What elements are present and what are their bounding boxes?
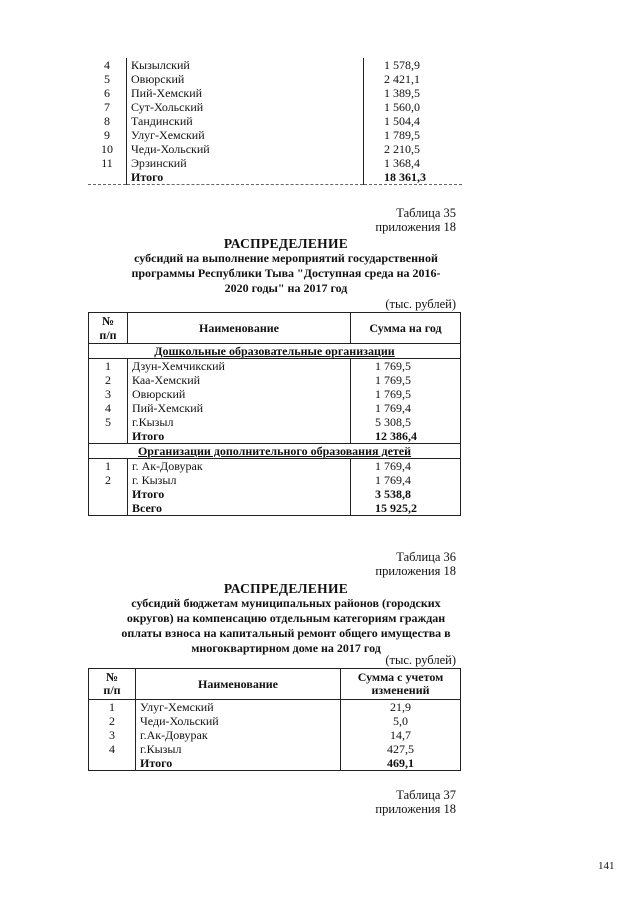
table-36-subtitle-4: многоквартирном доме на 2017 год — [191, 641, 381, 655]
row-number: 2 — [89, 473, 128, 487]
row-number: 10 — [88, 142, 127, 156]
row-number: 11 — [88, 156, 127, 170]
table-36-subtitle-2: округов) на компенсацию отдельным категориям граждан — [126, 611, 446, 625]
table-36-subtitle-3: оплаты взноса на капитальный ремонт общего имущества в — [121, 626, 451, 640]
total-number — [89, 756, 136, 771]
total-label: Итого — [128, 487, 351, 501]
header-number-symbol: № — [105, 670, 119, 684]
row-value: 1 504,4 — [384, 114, 420, 128]
table-35 — [88, 312, 461, 516]
total-row — [89, 756, 461, 771]
table-35-caption — [300, 206, 456, 234]
total-row — [88, 170, 462, 185]
table-37-caption — [300, 788, 456, 816]
row-value: 1 769,4 — [351, 401, 461, 415]
page-number: 141 — [598, 860, 615, 872]
table-35-number: Таблица 35 — [396, 206, 456, 220]
row-name: Каа-Хемский — [128, 373, 351, 387]
row-value: 1 578,9 — [384, 58, 420, 72]
row-number: 4 — [89, 401, 128, 415]
total-label: Итого — [127, 170, 364, 185]
row-name: Пий-Хемский — [127, 86, 364, 100]
total-number — [89, 501, 128, 516]
row-name: Улуг-Хемский — [136, 700, 341, 715]
section-additional-education — [89, 444, 461, 459]
table-row — [89, 714, 461, 728]
total-label: Всего — [128, 501, 351, 516]
table-36-caption — [300, 550, 456, 578]
table-row — [89, 742, 461, 756]
header-number-abbr: п/п — [103, 683, 121, 697]
header-sum: Сумма на год — [351, 313, 461, 344]
row-name: Сут-Хольский — [127, 100, 364, 114]
total-value: 3 538,8 — [351, 487, 461, 501]
table-35-subtitle-1: субсидий на выполнение мероприятий государственной — [134, 251, 438, 265]
row-name: Тандинский — [127, 114, 364, 128]
row-value: 14,7 — [341, 728, 461, 742]
row-value: 1 389,5 — [384, 86, 420, 100]
total-value: 18 361,3 — [364, 170, 463, 185]
municipal-table-continuation — [88, 58, 462, 185]
row-value: 1 769,5 — [351, 359, 461, 374]
header-sum — [341, 669, 461, 700]
section-preschool — [89, 344, 461, 359]
row-number: 4 — [88, 58, 127, 72]
row-name: Кызылский — [127, 58, 364, 72]
header-number-abbr: п/п — [99, 328, 117, 342]
table-35-unit: (тыс. рублей) — [385, 297, 456, 311]
total-value: 15 925,2 — [351, 501, 461, 516]
row-number: 3 — [89, 387, 128, 401]
table-35-heading: РАСПРЕДЕЛЕНИЕ — [223, 236, 349, 251]
total-value: 12 386,4 — [351, 429, 461, 444]
table-row — [89, 700, 461, 715]
table-row — [88, 114, 462, 128]
table-35-title-block — [88, 236, 484, 296]
total-number — [88, 170, 127, 185]
row-number: 7 — [88, 100, 127, 114]
row-value: 2 210,5 — [384, 142, 420, 156]
table-row — [89, 728, 461, 742]
total-value: 469,1 — [341, 756, 461, 771]
row-value: 1 769,4 — [351, 459, 461, 474]
row-number: 2 — [89, 373, 128, 387]
row-name: Эрзинский — [127, 156, 364, 170]
table-row — [89, 459, 461, 474]
grand-total-row — [89, 501, 461, 516]
row-number: 8 — [88, 114, 127, 128]
header-number — [89, 313, 128, 344]
row-value: 1 560,0 — [384, 100, 420, 114]
table-36-number: Таблица 36 — [396, 550, 456, 564]
row-value: 1 769,5 — [351, 373, 461, 387]
header-number — [89, 669, 136, 700]
row-number: 5 — [88, 72, 127, 86]
row-name: г.Ак-Довурак — [136, 728, 341, 742]
total-label: Итого — [136, 756, 341, 771]
row-number: 3 — [89, 728, 136, 742]
row-name: Овюрский — [127, 72, 364, 86]
header-sum-line-2: изменений — [371, 683, 430, 697]
row-number: 5 — [89, 415, 128, 429]
row-number: 1 — [89, 700, 136, 715]
row-value: 5,0 — [341, 714, 461, 728]
row-name: Чеди-Хольский — [127, 142, 364, 156]
table-row — [89, 359, 461, 374]
row-name: г.Кызыл — [136, 742, 341, 756]
row-number: 2 — [89, 714, 136, 728]
row-value: 1 769,5 — [351, 387, 461, 401]
row-name: Пий-Хемский — [128, 401, 351, 415]
total-label: Итого — [128, 429, 351, 444]
section-title: Дошкольные образовательные организации — [89, 344, 461, 359]
table-row — [88, 86, 462, 100]
total-number — [89, 429, 128, 444]
table-row — [88, 100, 462, 114]
header-name: Наименование — [136, 669, 341, 700]
header-name: Наименование — [128, 313, 351, 344]
row-name: г. Ак-Довурак — [128, 459, 351, 474]
table-36-unit: (тыс. рублей) — [385, 653, 456, 667]
header-sum-line-1: Сумма с учетом — [357, 670, 444, 684]
table-row — [89, 415, 461, 429]
row-number: 4 — [89, 742, 136, 756]
row-name: Дзун-Хемчикский — [128, 359, 351, 374]
table-36 — [88, 668, 461, 771]
table-row — [89, 387, 461, 401]
row-value: 1 368,4 — [384, 156, 420, 170]
total-number — [89, 487, 128, 501]
row-name: Улуг-Хемский — [127, 128, 364, 142]
table-37-appendix: приложения 18 — [375, 802, 456, 816]
row-value: 1 769,4 — [351, 473, 461, 487]
row-value: 5 308,5 — [351, 415, 461, 429]
table-36-appendix: приложения 18 — [375, 564, 456, 578]
table-row — [88, 72, 462, 86]
row-name: Чеди-Хольский — [136, 714, 341, 728]
table-row — [89, 401, 461, 415]
row-name: Овюрский — [128, 387, 351, 401]
table-36-title-block — [88, 581, 484, 656]
table-row — [88, 142, 462, 156]
row-number: 1 — [89, 459, 128, 474]
row-name: г.Кызыл — [128, 415, 351, 429]
row-value: 427,5 — [341, 742, 461, 756]
table-36-subtitle-1: субсидий бюджетам муниципальных районов (городских — [131, 596, 441, 610]
table-35-subtitle-3: 2020 годы" на 2017 год — [224, 281, 348, 295]
table-row — [89, 473, 461, 487]
table-37-number: Таблица 37 — [396, 788, 456, 802]
row-number: 9 — [88, 128, 127, 142]
table-35-appendix: приложения 18 — [375, 220, 456, 234]
row-value: 2 421,1 — [384, 72, 420, 86]
row-name: г. Кызыл — [128, 473, 351, 487]
row-value: 21,9 — [341, 700, 461, 715]
table-row — [88, 156, 462, 170]
header-number-symbol: № — [101, 314, 115, 328]
subtotal-row — [89, 429, 461, 444]
table-row — [89, 373, 461, 387]
section-title: Организации дополнительного образования детей — [89, 444, 461, 459]
table-row — [88, 128, 462, 142]
row-number: 6 — [88, 86, 127, 100]
row-value: 1 789,5 — [384, 128, 420, 142]
table-36-heading: РАСПРЕДЕЛЕНИЕ — [223, 581, 349, 596]
row-number: 1 — [89, 359, 128, 374]
table-35-subtitle-2: программы Республики Тыва "Доступная среда на 2016- — [131, 266, 441, 280]
subtotal-row — [89, 487, 461, 501]
table-row — [88, 58, 462, 72]
